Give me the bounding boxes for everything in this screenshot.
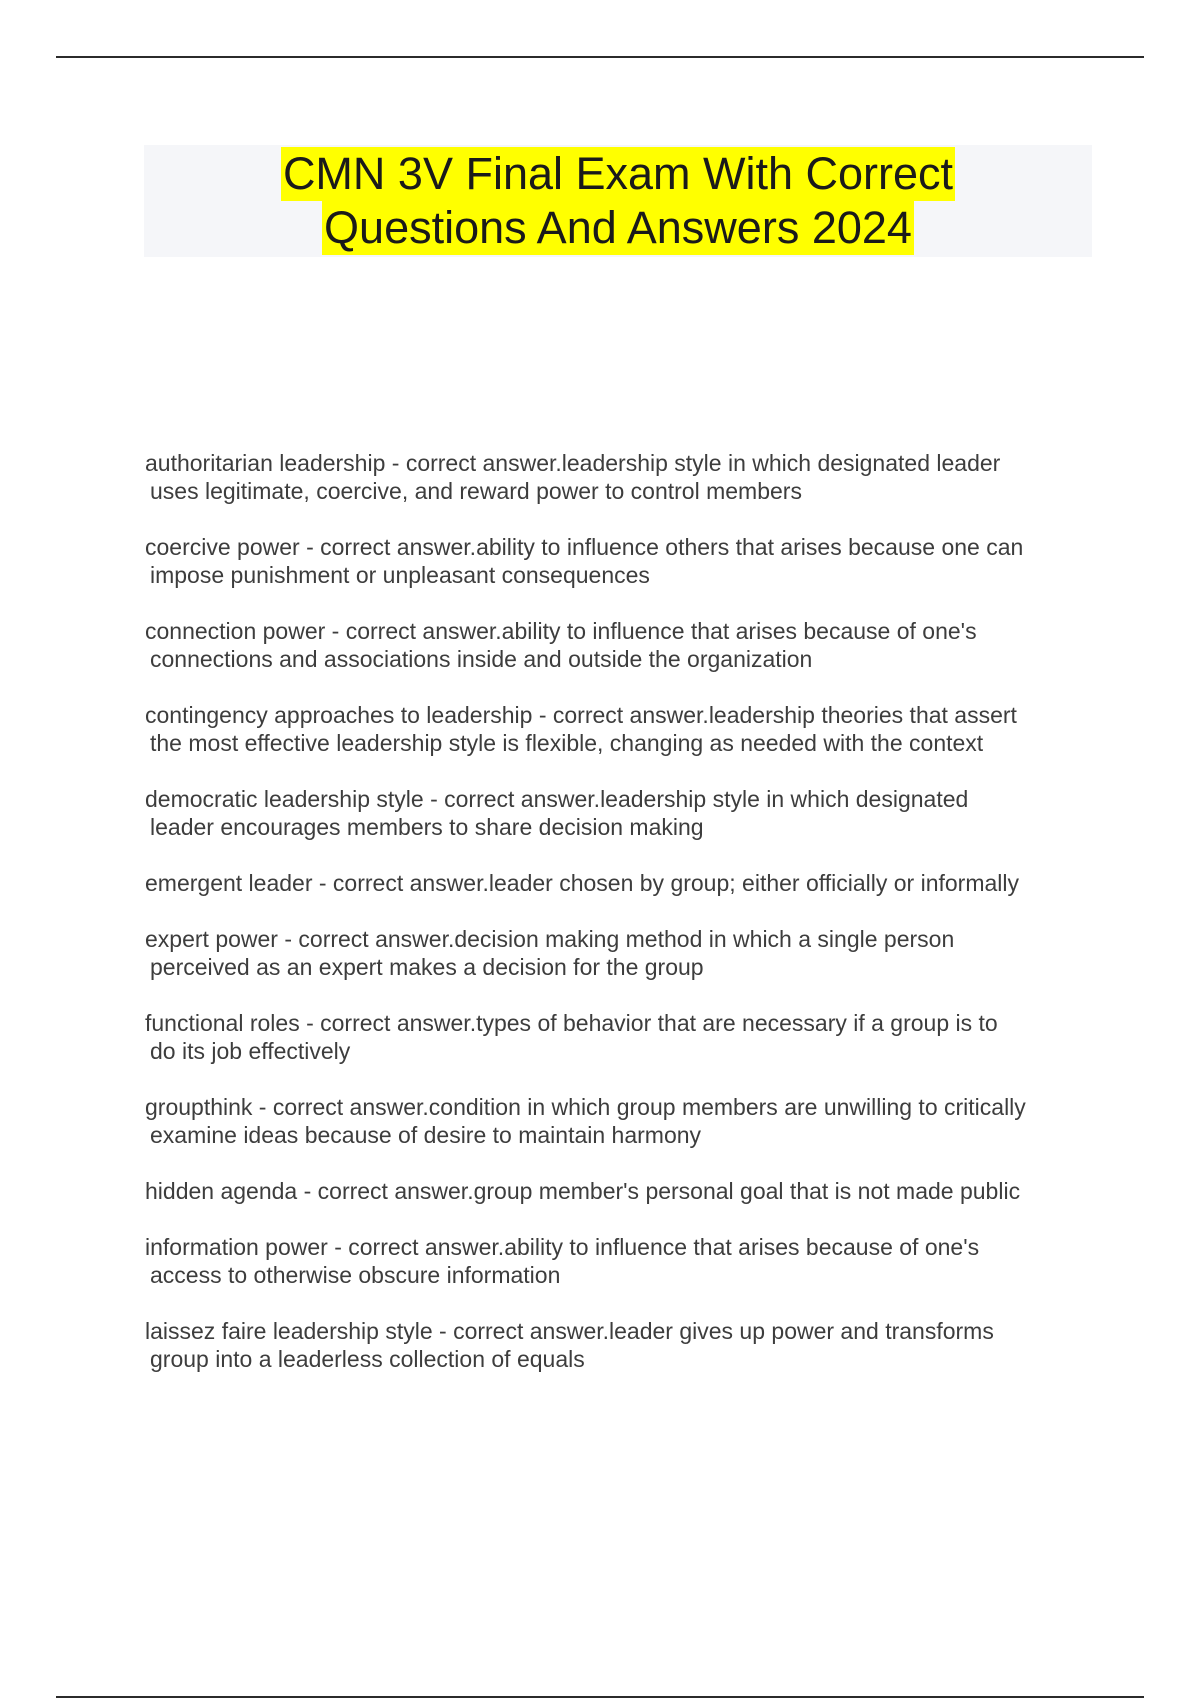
glossary-entry: hidden agenda - correct answer.group member's personal goal that is not made public	[145, 1178, 1021, 1204]
title-line-1: CMN 3V Final Exam With Correct	[282, 148, 954, 199]
glossary-list	[145, 449, 1095, 1401]
glossary-entry: democratic leadership style - correct answer.leadership style in which designated leader encourages members to share decision making	[145, 786, 969, 840]
glossary-entry: connection power - correct answer.ability to influence that arises because of one's connections and associations inside and outside the organization	[145, 618, 977, 672]
glossary-entry: authoritarian leadership - correct answer.leadership style in which designated leader uses legitimate, coercive, and reward power to control members	[145, 450, 1001, 504]
title-line-2: Questions And Answers 2024	[324, 202, 912, 253]
title-banner	[144, 145, 1092, 257]
glossary-entry: information power - correct answer.ability to influence that arises because of one's access to otherwise obscure information	[145, 1234, 980, 1288]
glossary-entry: functional roles - correct answer.types of behavior that are necessary if a group is to do its job effectively	[145, 1010, 998, 1064]
glossary-entry: contingency approaches to leadership - correct answer.leadership theories that assert the most effective leadership style is flexible, changing as needed with the context	[145, 702, 1017, 756]
glossary-entry: groupthink - correct answer.condition in which group members are unwilling to critically examine ideas because of desire to maintain harmony	[145, 1094, 1026, 1148]
glossary-entry: expert power - correct answer.decision making method in which a single person perceived as an expert makes a decision for the group	[145, 926, 955, 980]
bottom-rule	[56, 1696, 1144, 1698]
glossary-entry: laissez faire leadership style - correct answer.leader gives up power and transforms group into a leaderless collection of equals	[145, 1318, 994, 1372]
glossary-entry: coercive power - correct answer.ability to influence others that arises because one can impose punishment or unpleasant consequences	[145, 534, 1024, 588]
top-rule	[56, 56, 1144, 58]
glossary-entry: emergent leader - correct answer.leader chosen by group; either officially or informally	[145, 870, 1019, 896]
